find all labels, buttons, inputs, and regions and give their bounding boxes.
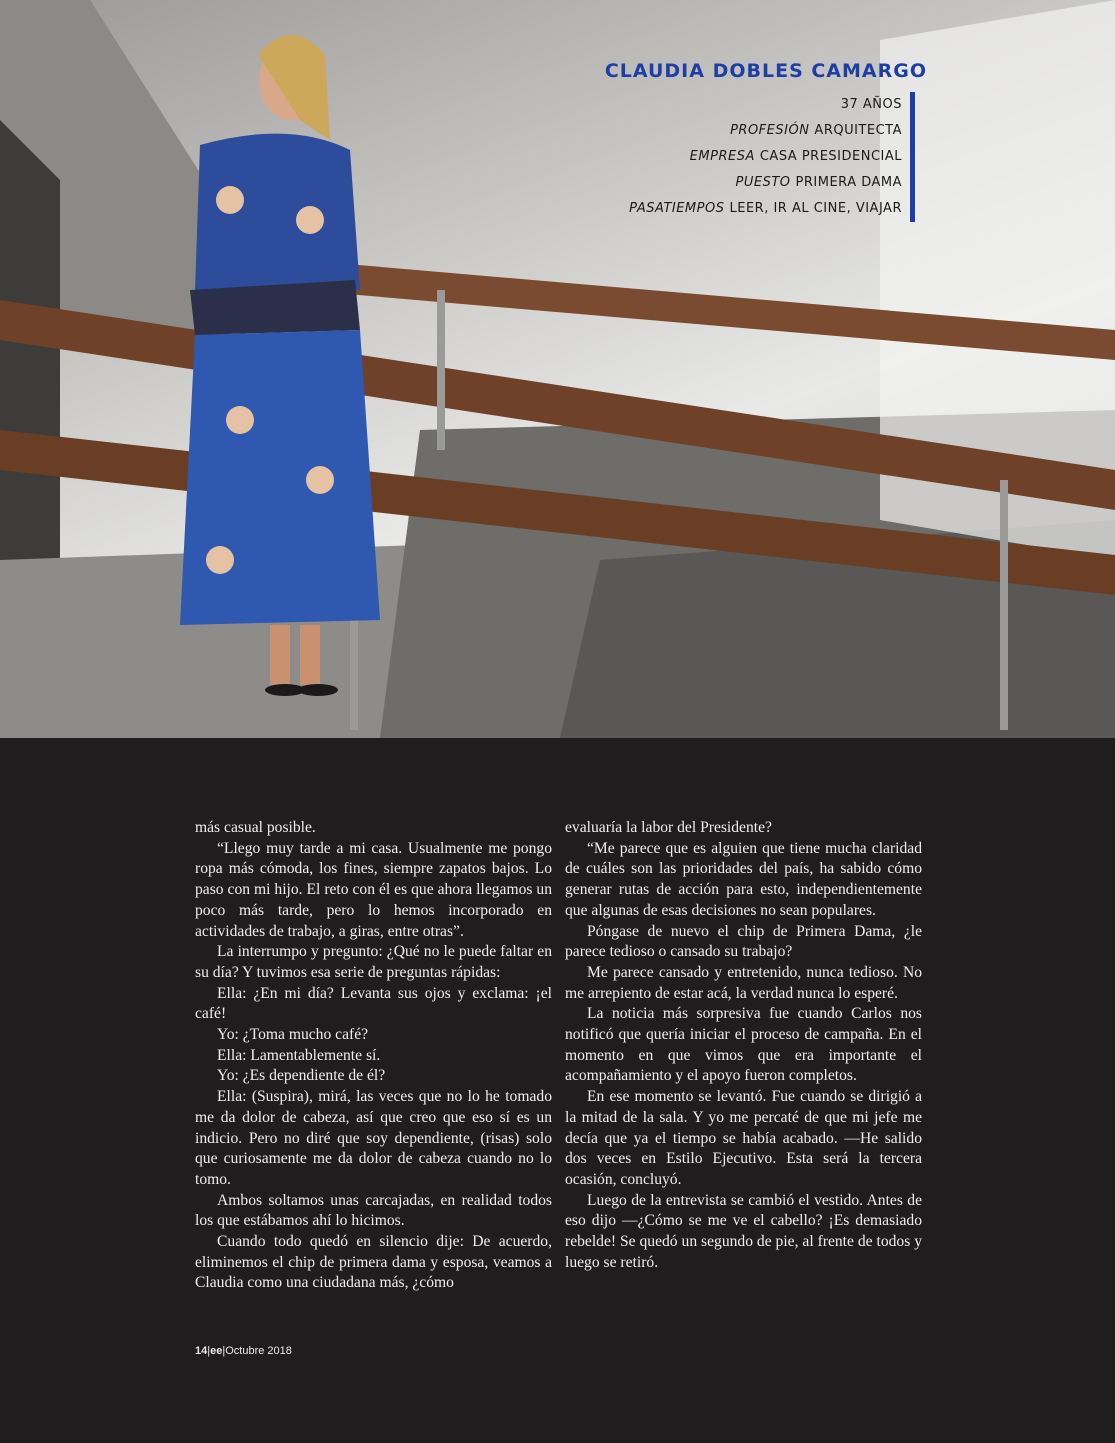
profile-age: 37 AÑOS xyxy=(840,97,902,112)
paragraph: La noticia más sorpresiva fue cuando Carlos nos notificó que quería iniciar el proceso de campaña. En el momento en que vimos que era importante el acompañamiento y el apoyo fueron completos. xyxy=(565,1005,922,1085)
profile-position xyxy=(605,170,902,196)
profile-details xyxy=(605,92,915,222)
article-column-right xyxy=(565,818,922,1294)
separator-icon: | xyxy=(222,1345,226,1357)
profile-box xyxy=(604,60,927,222)
hobbies-value: LEER, IR AL CINE, VIAJAR xyxy=(729,201,902,216)
paragraph: La interrumpo y pregunto: ¿Qué no le puede faltar en su día? Y tuvimos esa serie de preguntas rápidas: xyxy=(195,943,552,981)
profession-label: PROFESIÓN xyxy=(730,123,810,138)
paragraph: Ella: (Suspira), mirá, las veces que no lo he tomado me da dolor de cabeza, así que creo que eso sí es un indicio. Pero no diré que soy dependiente, (risas) solo que curiosamente me da dolor de cabeza cuando no lo tomo. xyxy=(195,1088,552,1188)
article-column-left xyxy=(195,818,552,1294)
paragraph: más casual posible. xyxy=(195,819,316,836)
issue-date: Octubre 2018 xyxy=(225,1345,292,1357)
page-number: 14 xyxy=(195,1345,208,1357)
paragraph: Ella: Lamentablemente sí. xyxy=(217,1046,381,1064)
article-body xyxy=(195,818,922,1294)
profile-hobbies xyxy=(605,196,902,222)
paragraph: Yo: ¿Toma mucho café? xyxy=(217,1026,369,1044)
page-footer xyxy=(195,1345,292,1357)
profile-company xyxy=(605,144,902,170)
paragraph: evaluaría la labor del Presidente? xyxy=(565,819,772,836)
profession-value: ARQUITECTA xyxy=(814,123,902,138)
profile-profession xyxy=(605,118,902,144)
paragraph: Yo: ¿Es dependiente de él? xyxy=(217,1067,386,1085)
paragraph: Luego de la entrevista se cambió el vestido. Antes de eso dijo —¿Cómo se me ve el cabello? ¡Es demasiado rebelde! Se quedó un segundo de pie, al frente de todos y luego se retiró. xyxy=(565,1191,922,1271)
paragraph: Ambos soltamos unas carcajadas, en realidad todos los que estábamos ahí lo hicimos. xyxy=(195,1191,552,1230)
position-value: PRIMERA DAMA xyxy=(795,175,902,190)
company-value: CASA PRESIDENCIAL xyxy=(759,149,902,164)
separator-icon: | xyxy=(207,1345,211,1357)
paragraph: Me parece cansado y entretenido, nunca tedioso. No me arrepiento de estar acá, la verdad nunca lo esperé. xyxy=(565,963,922,1002)
paragraph: Cuando todo quedó en silencio dije: De acuerdo, eliminemos el chip de primera dama y esposa, veamos a Claudia como una ciudadana más, ¿cómo xyxy=(195,1233,552,1292)
paragraph: “Llego muy tarde a mi casa. Usualmente me pongo ropa más cómoda, los fines, siempre zapatos bajos. Lo paso con mi hijo. El reto con él es que ahora llegamos un poco más tarde, pero lo hemos incorporado en actividades de trabajo, a giras, entre otras”. xyxy=(195,839,552,940)
company-label: EMPRESA xyxy=(689,149,755,164)
paragraph: En ese momento se levantó. Fue cuando se dirigió a la mitad de la sala. Y yo me percaté de que mi jefe me decía que ya el tiempo se había acabado. —He salido dos veces en Estilo Ejecutivo. Esta será la tercera ocasión, concluyó. xyxy=(565,1088,922,1188)
profile-name: CLAUDIA DOBLES CAMARGO xyxy=(604,60,927,82)
paragraph: Póngase de nuevo el chip de Primera Dama, ¿le parece tedioso o cansado su trabajo? xyxy=(565,922,922,961)
paragraph: “Me parece que es alguien que tiene mucha claridad de cuáles son las prioridades del país, ha sabido cómo generar rutas de acción para esto, independientemente que algunas de esas decisiones no sean populares. xyxy=(565,839,922,919)
paragraph: Ella: ¿En mi día? Levanta sus ojos y exclama: ¡el café! xyxy=(195,984,552,1023)
hobbies-label: PASATIEMPOS xyxy=(629,201,725,216)
position-label: PUESTO xyxy=(735,175,791,190)
woman-figure xyxy=(180,35,380,696)
magazine-logo: ee xyxy=(210,1345,223,1357)
